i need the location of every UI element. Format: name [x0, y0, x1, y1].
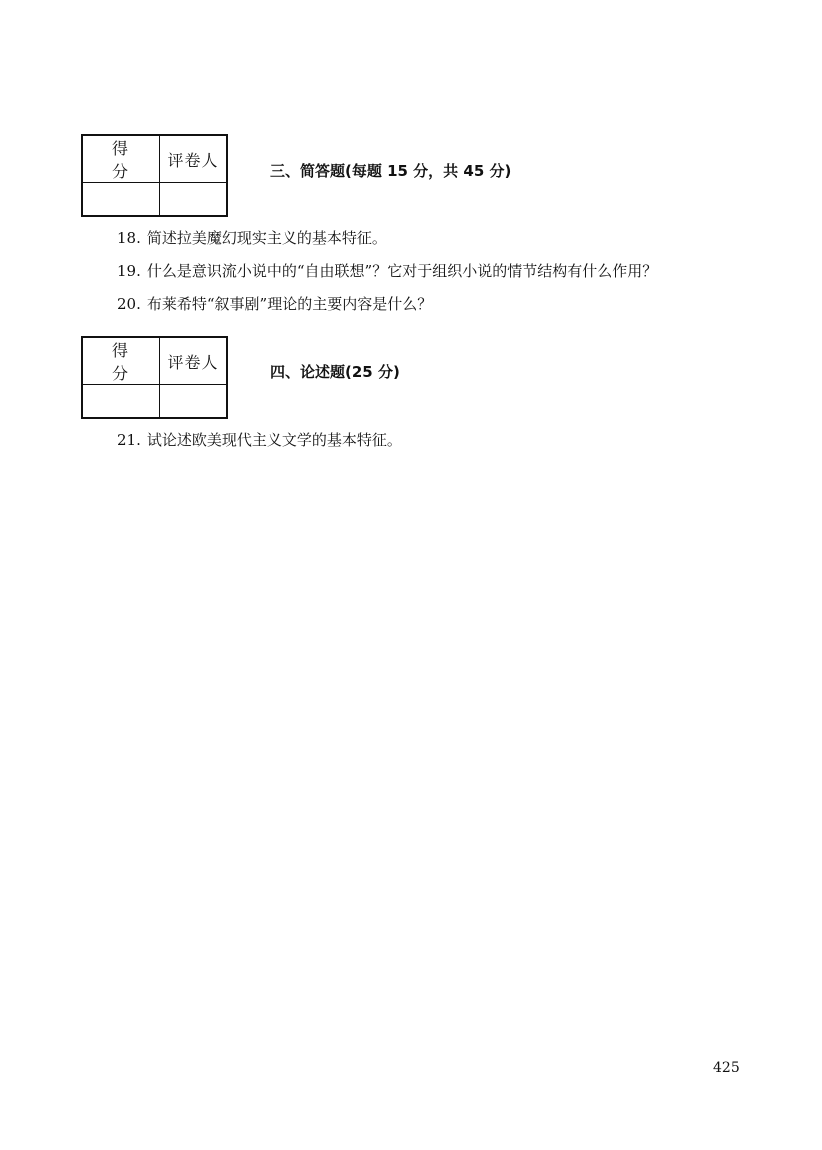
grader-cell — [160, 183, 228, 217]
question-number: 21. — [117, 431, 141, 449]
page-number: 425 — [713, 1060, 740, 1076]
question-text: 试论述欧美现代主义文学的基本特征。 — [146, 431, 402, 449]
question-number: 18. — [117, 229, 141, 247]
score-box-section3 — [81, 134, 228, 217]
grader-header: 评卷人 — [160, 337, 228, 385]
score-header: 得 分 — [82, 135, 160, 183]
section3-title: 三、简答题(每题 15 分，共 45 分) — [270, 162, 512, 180]
score-header: 得 分 — [82, 337, 160, 385]
question-number: 20. — [117, 295, 141, 313]
section4-title: 四、论述题(25 分) — [270, 363, 400, 381]
question-20 — [117, 293, 432, 314]
question-text: 布莱希特“叙事剧”理论的主要内容是什么？ — [146, 295, 433, 313]
question-text: 什么是意识流小说中的“自由联想”？它对于组织小说的情节结构有什么作用？ — [146, 262, 658, 280]
question-18 — [117, 227, 387, 248]
question-number: 19. — [117, 262, 141, 280]
score-cell — [82, 183, 160, 217]
score-cell — [82, 385, 160, 419]
question-21 — [117, 429, 402, 450]
question-text: 简述拉美魔幻现实主义的基本特征。 — [146, 229, 387, 247]
grader-cell — [160, 385, 228, 419]
grader-header: 评卷人 — [160, 135, 228, 183]
score-box-section4 — [81, 336, 228, 419]
question-19 — [117, 260, 657, 281]
